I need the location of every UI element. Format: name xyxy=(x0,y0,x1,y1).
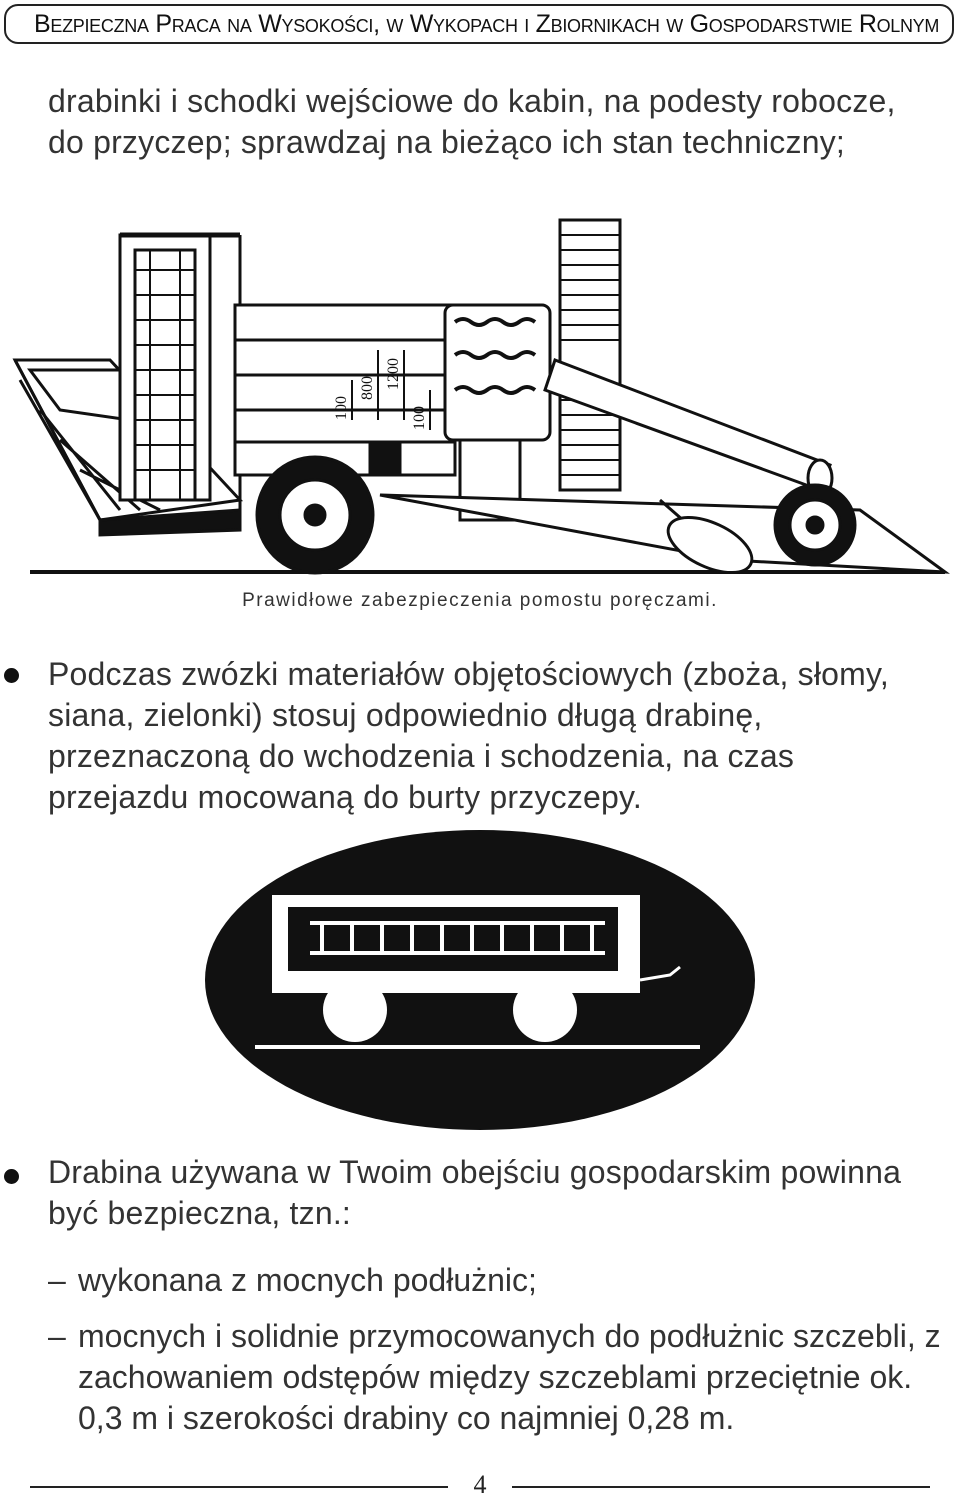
trailer-paragraph: Podczas zwózki materiałów objętościowych (zboża, słomy, siana, zielonki) stosuj odpowiednio długą drabinę, przeznaczoną do wchodzenia i schodzenia, na czas przejazdu mocowaną do burty przyczepy. xyxy=(48,656,889,815)
header-box xyxy=(4,4,954,44)
header-title: Bezpieczna Praca na Wysokości, w Wykopach i Zbiornikach w Gospodarstwie Rolnym xyxy=(34,9,940,38)
dim-100-a: 100 xyxy=(333,396,350,420)
bullet-icon xyxy=(4,668,19,683)
dim-800: 800 xyxy=(359,376,376,400)
page-number: 4 xyxy=(473,1470,487,1499)
dash-marker: – xyxy=(48,1262,66,1298)
list-item xyxy=(48,1316,948,1439)
ladder-paragraph: Drabina używana w Twoim obejściu gospodarskim powinna być bezpieczna, tzn.: xyxy=(48,1154,902,1231)
harvester-illustration xyxy=(0,210,960,590)
list-item xyxy=(48,1260,948,1301)
dim-100-b: 100 xyxy=(411,406,428,430)
footer-divider-left xyxy=(30,1486,448,1488)
footer-divider-right xyxy=(512,1486,930,1488)
figure-caption: Prawidłowe zabezpieczenia pomostu poręczami. xyxy=(242,590,718,611)
intro-paragraph: drabinki i schodki wejściowe do kabin, na podesty robocze, do przyczep; sprawdzaj na bieżąco ich stan techniczny; xyxy=(48,83,896,160)
dash-marker: – xyxy=(48,1318,66,1354)
list-item-text: wykonana z mocnych podłużnic; xyxy=(78,1262,537,1298)
dim-1200: 1200 xyxy=(385,358,402,390)
trailer-ladder-illustration xyxy=(200,825,760,1135)
bullet-icon xyxy=(4,1169,19,1184)
list-item-text: mocnych i solidnie przymocowanych do podłużnic szczebli, z zachowaniem odstępów między szczeblami przeciętnie ok. 0,3 m i szerokości drabiny co najmniej 0,28 m. xyxy=(78,1318,941,1436)
